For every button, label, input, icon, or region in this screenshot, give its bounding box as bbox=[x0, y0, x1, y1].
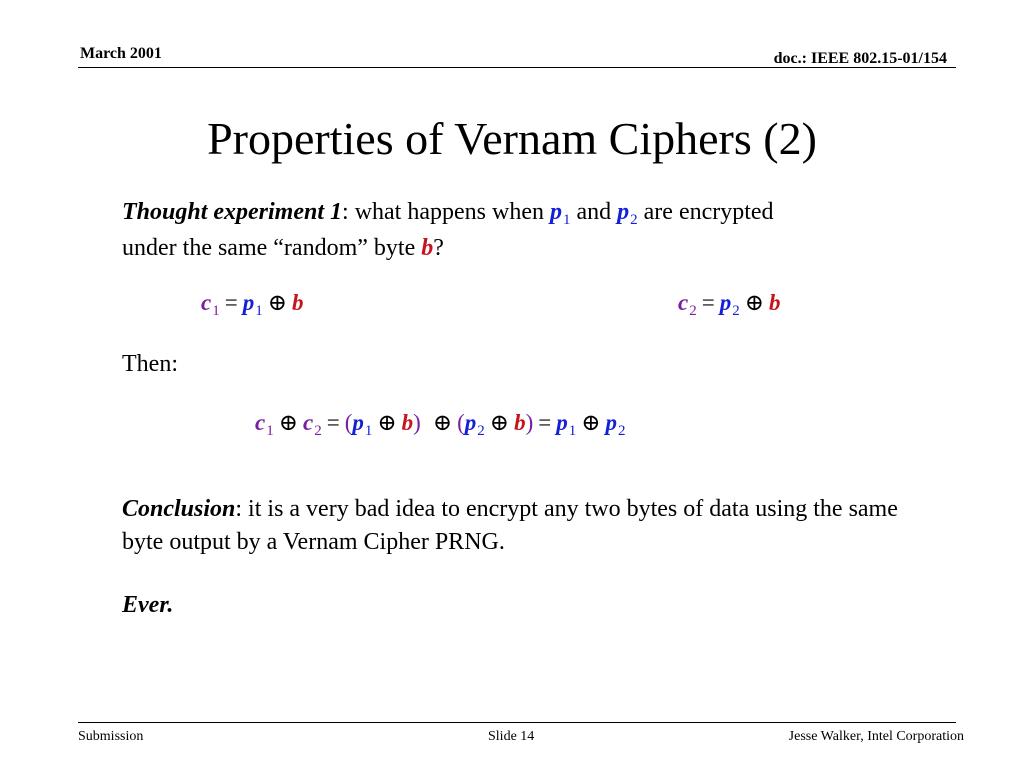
equals-sign: = bbox=[701, 290, 715, 315]
then-label: Then: bbox=[122, 351, 178, 377]
var-b: b bbox=[291, 290, 304, 315]
subscript-2: 2 bbox=[732, 303, 740, 319]
header-date: March 2001 bbox=[80, 45, 162, 62]
subscript-2: 2 bbox=[314, 423, 322, 439]
equals-sign: = bbox=[326, 410, 340, 435]
var-p: p bbox=[719, 290, 732, 315]
var-p: p bbox=[242, 290, 255, 315]
subscript-2: 2 bbox=[618, 423, 626, 439]
equation-c2 bbox=[678, 290, 781, 319]
conclusion-paragraph bbox=[122, 493, 902, 559]
thought-experiment-text-a: : what happens when bbox=[342, 199, 550, 225]
footer-slide-number: Slide 14 bbox=[488, 729, 535, 744]
var-c: c bbox=[255, 410, 266, 435]
var-c: c bbox=[303, 410, 314, 435]
subscript-1: 1 bbox=[266, 423, 274, 439]
subscript-2: 2 bbox=[477, 423, 485, 439]
thought-experiment-text-b: are encrypted under the same “random” byte bbox=[122, 199, 774, 261]
header-rule bbox=[78, 67, 956, 68]
conclusion-text: : it is a very bad idea to encrypt any two bytes of data using the same byte output by a Vernam Cipher PRNG. bbox=[122, 496, 898, 555]
var-p: p bbox=[556, 410, 568, 435]
subscript-1: 1 bbox=[364, 423, 373, 439]
xor-symbol: ⊕ bbox=[489, 410, 510, 435]
var-b: b bbox=[401, 410, 414, 435]
equation-c1 bbox=[201, 290, 304, 319]
left-paren: ( bbox=[457, 410, 465, 435]
xor-symbol: ⊕ bbox=[377, 410, 397, 435]
thought-experiment-label: Thought experiment 1 bbox=[122, 199, 343, 225]
var-c: c bbox=[678, 290, 689, 315]
left-paren: ( bbox=[344, 410, 353, 435]
slide-title: Properties of Vernam Ciphers (2) bbox=[207, 113, 817, 164]
xor-symbol: ⊕ bbox=[432, 410, 453, 435]
equals-sign: = bbox=[224, 290, 238, 315]
subscript-2: 2 bbox=[630, 212, 638, 228]
var-p: p bbox=[617, 199, 630, 225]
var-b: b bbox=[514, 410, 526, 435]
subscript-1: 1 bbox=[562, 212, 571, 228]
var-p: p bbox=[464, 410, 477, 435]
subscript-2: 2 bbox=[689, 303, 697, 319]
thought-experiment-and: and bbox=[570, 199, 618, 225]
var-p: p bbox=[605, 410, 617, 435]
equals-sign: = bbox=[538, 410, 552, 435]
footer-author: Jesse Walker, Intel Corporation bbox=[788, 729, 964, 744]
subscript-1: 1 bbox=[255, 303, 263, 319]
thought-experiment-paragraph bbox=[122, 196, 822, 265]
subscript-1: 1 bbox=[568, 423, 577, 439]
xor-symbol: ⊕ bbox=[278, 410, 298, 435]
conclusion-label: Conclusion bbox=[122, 496, 236, 522]
var-c: c bbox=[201, 290, 212, 315]
thought-experiment-qmark: ? bbox=[433, 235, 444, 261]
right-paren: ) bbox=[525, 410, 534, 435]
subscript-1: 1 bbox=[212, 303, 220, 319]
var-b: b bbox=[421, 235, 434, 261]
var-p: p bbox=[352, 410, 364, 435]
equation-xor-combined bbox=[255, 410, 626, 439]
ever-emphasis: Ever. bbox=[122, 592, 174, 618]
xor-symbol: ⊕ bbox=[267, 290, 287, 315]
footer-rule bbox=[78, 722, 956, 723]
header-doc-id: doc.: IEEE 802.15-01/154 bbox=[773, 50, 947, 67]
xor-symbol: ⊕ bbox=[744, 290, 764, 315]
footer-submission: Submission bbox=[78, 729, 144, 744]
var-p: p bbox=[549, 199, 562, 225]
right-paren: ) bbox=[413, 410, 421, 435]
var-b: b bbox=[768, 290, 781, 315]
xor-symbol: ⊕ bbox=[581, 410, 601, 435]
